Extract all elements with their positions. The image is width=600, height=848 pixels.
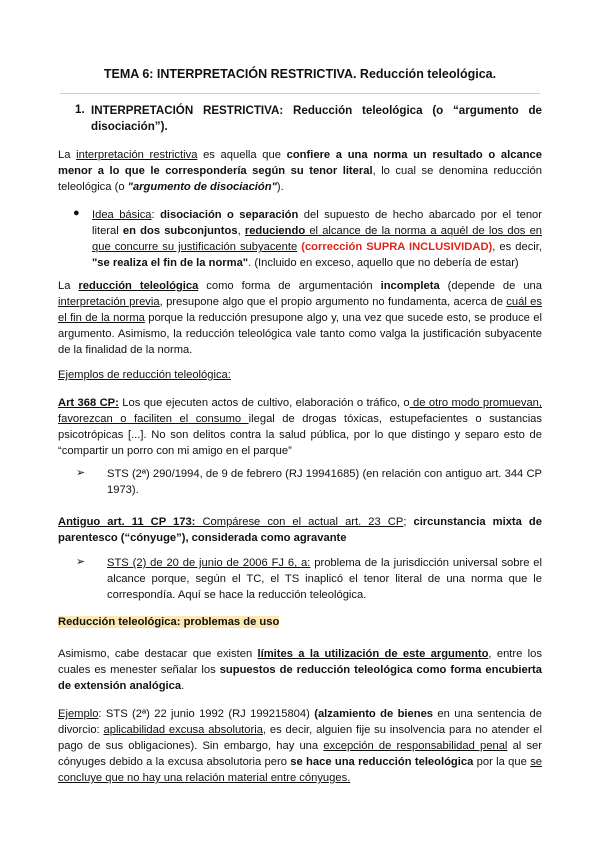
underlined-heading: Ejemplos de reducción teleológica: <box>58 369 231 381</box>
underlined-text: STS (2) de 20 de junio de 2006 FJ 6, a: <box>107 557 311 569</box>
paragraph-art-11 <box>58 514 542 546</box>
text: La <box>58 280 79 292</box>
bullet-idea-basica <box>92 207 542 271</box>
underlined-text: Ejemplo <box>58 708 99 720</box>
text: ). <box>276 181 284 193</box>
text: , <box>237 225 245 237</box>
paragraph-definition <box>58 147 542 195</box>
text: , presupone algo que el propio argumento no fundamenta, acerca de <box>159 296 507 308</box>
bold-underlined-term: Antiguo art. 11 CP 173: <box>58 516 196 528</box>
underlined-text: el alcance de la norma a aquél de los dos en que concurre su justificación subyacente <box>92 225 543 253</box>
text: . (Incluido en exceso, aquello que no debería de estar) <box>248 257 519 269</box>
section-heading-text: INTERPRETACIÓN RESTRICTIVA: Reducción teleológica (o “argumento de disociación”). <box>91 104 542 133</box>
bold-underlined-term: Art 368 CP: <box>58 397 119 409</box>
underlined-text: aplicabilidad excusa absolutoria <box>103 724 263 736</box>
underlined-text: Compárese con el actual art. 23 CP <box>195 516 404 528</box>
bold-text: circunstancia mixta de parentesco (“cónyuge”), considerada como agravante <box>58 516 542 544</box>
page-title: TEMA 6: INTERPRETACIÓN RESTRICTIVA. Reducción teleológica. <box>103 67 497 81</box>
text: al ser cónyuges debido a la excusa absolutoria pero <box>58 740 543 768</box>
text: (depende de una <box>439 280 542 292</box>
text: : <box>151 209 161 221</box>
bold-text: disociación o separación <box>160 209 299 221</box>
problems-heading <box>58 614 542 630</box>
underlined-text: se concluye que no hay una relación material entre cónyuges. <box>58 756 543 784</box>
underlined-text: interpretación previa <box>58 296 160 308</box>
title-divider <box>60 93 540 94</box>
bold-underlined-term: reduciendo <box>244 225 306 237</box>
bold-text: en dos subconjuntos <box>122 225 238 237</box>
red-highlight-text: (corrección SUPRA INCLUSIVIDAD) <box>301 241 493 253</box>
section-number: 1. <box>75 103 85 116</box>
text: del supuesto de hecho abarcado por el tenor literal <box>92 209 542 237</box>
underlined-term: Idea básica <box>92 209 152 221</box>
bold-text: "se realiza el fin de la norma" <box>92 257 249 269</box>
text: La <box>58 149 77 161</box>
paragraph-limites <box>58 646 542 694</box>
text: ilegal de drogas tóxicas, estupefacientes o sustancias psicotrópicas [...]. No son delitos contra la salud pública, por lo que distingo y separo esto de “compartir un porro con mi amigo en el parque” <box>58 413 543 457</box>
text: en una sentencia de divorcio: <box>58 708 542 736</box>
text: porque la reducción presupone algo y, una vez que sucede esto, se produce el argumento. Asimismo, la reducción teleológica vale tanto como valga la justificación subyacente de la finalidad de la norma. <box>58 312 542 356</box>
text: , es decir, alguien fije su insolvencia para no atender el pago de sus obligaciones). Sin embargo, hay una <box>58 724 542 752</box>
arrow-bullet-icon: ➢ <box>76 556 86 568</box>
bold-italic-term: "argumento de disociación" <box>127 181 277 193</box>
sts-1994-item: STS (2ª) 290/1994, de 9 de febrero (RJ 19941685) (en relación con antiguo art. 344 CP 1973). <box>107 468 542 496</box>
text: es aquella que <box>197 149 287 161</box>
bold-text: incompleta <box>380 280 440 292</box>
text: por la que <box>473 756 531 768</box>
underlined-text: de otro modo promuevan, favorezcan o faciliten el consumo <box>58 397 543 425</box>
bold-text: confiere a una norma un resultado o alcance menor a lo que le correspondería según su tenor literal <box>58 149 542 177</box>
highlighted-heading: Reducción teleológica: problemas de uso <box>58 616 280 628</box>
paragraph-reduccion-teleologica <box>58 278 542 358</box>
bold-text: se hace una reducción teleológica <box>290 756 474 768</box>
text: : STS (2ª) 22 junio 1992 (RJ 199215804) <box>98 708 315 720</box>
underlined-text: cuál es el fin de la norma <box>58 296 542 324</box>
text: , entre los cuales es menester señalar los <box>58 648 542 676</box>
paragraph-ejemplo <box>58 706 542 786</box>
examples-heading <box>58 367 542 383</box>
bold-underlined-term: límites a la utilización de este argumento <box>257 648 489 660</box>
sts-2006-item <box>107 555 542 603</box>
text: Asimismo, cabe destacar que existen <box>58 648 258 660</box>
underlined-term: interpretación restrictiva <box>76 149 198 161</box>
bold-text: supuestos de reducción teleológica como forma encubierta de extensión analógica <box>58 664 542 692</box>
text: . <box>181 680 185 692</box>
bold-underlined-term: reducción teleológica <box>78 280 199 292</box>
text: problema de la jurisdicción universal sobre el alcance porque, según el TC, el TS inaplicó el tenor literal de una norma que le correspondía. Aquí se hace la reducción teleológica. <box>107 557 543 601</box>
text: , es decir, <box>492 241 542 253</box>
bullet-icon: ● <box>73 207 80 219</box>
text: Los que ejecuten actos de cultivo, elaboración o tráfico, o <box>118 397 410 409</box>
text: como forma de argumentación <box>198 280 381 292</box>
arrow-bullet-icon: ➢ <box>76 467 86 479</box>
bold-text: (alzamiento de bienes <box>314 708 434 720</box>
underlined-text: excepción de responsabilidad penal <box>323 740 508 752</box>
text: , lo cual se denomina reducción teleológica (o <box>58 165 542 193</box>
paragraph-art-368 <box>58 395 542 459</box>
text: ; <box>403 516 414 528</box>
